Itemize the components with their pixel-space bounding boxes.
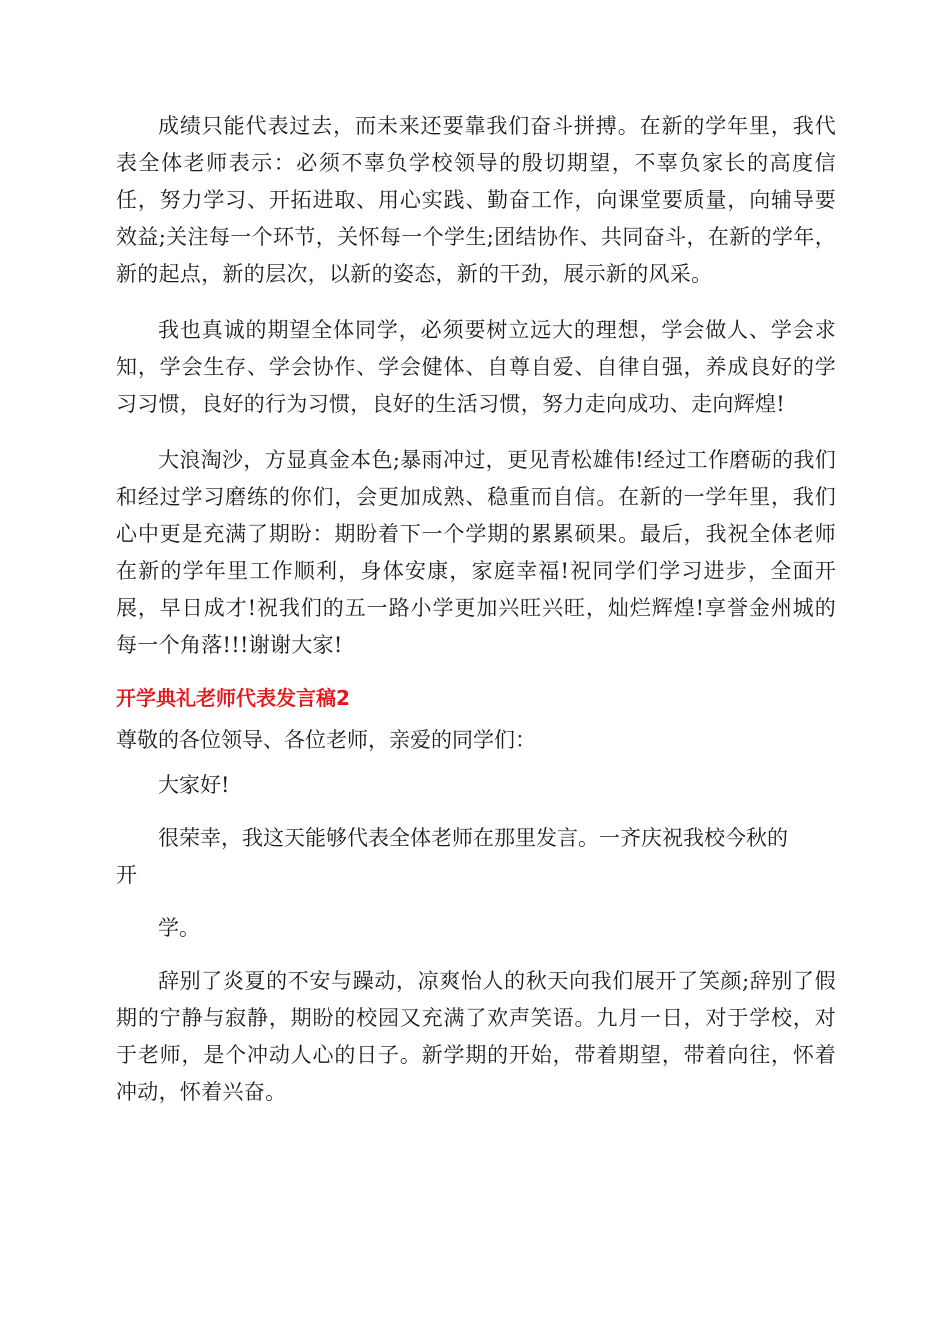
greeting: 大家好! xyxy=(158,773,230,797)
section-heading: 开学典礼老师代表发言稿2 xyxy=(116,686,350,710)
paragraph-autumn: 辞别了炎夏的不安与躁动，凉爽怡人的秋天向我们展开了笑颜;辞别了假期的宁静与寂静，期盼的校园又充满了欢声笑语。九月一日，对于学校，对于老师，是个冲动人心的日子。新学期的开始，带着期望，带着向往，怀着冲动，怀着兴奋。 xyxy=(116,969,836,1104)
paragraph-honored-line2: 开 xyxy=(116,863,137,887)
paragraph-honored-line1: 很荣幸，我这天能够代表全体老师在那里发言。一齐庆祝我校今秋的 xyxy=(158,826,788,850)
document-page xyxy=(116,108,836,1111)
paragraph-hopes-for-students: 我也真诚的期望全体同学，必须要树立远大的理想，学会做人、学会求知，学会生存、学会协作、学会健体、自尊自爱、自律自强，养成良好的学习习惯，良好的行为习惯，良好的生活习惯，努力走向成功、走向辉煌! xyxy=(116,318,836,416)
paragraph-honored-line3: 学。 xyxy=(158,916,200,940)
salutation: 尊敬的各位领导、各位老师，亲爱的同学们： xyxy=(116,728,536,752)
paragraph-achievements: 成绩只能代表过去，而未来还要靠我们奋斗拼搏。在新的学年里，我代表全体老师表示：必须不辜负学校领导的殷切期望，不辜负家长的高度信任，努力学习、开拓进取、用心实践、勤奋工作，向课堂要质量，向辅导要效益;关注每一个环节，关怀每一个学生;团结协作、共同奋斗，在新的学年，新的起点，新的层次，以新的姿态，新的干劲，展示新的风采。 xyxy=(116,114,836,286)
section-2 xyxy=(116,684,836,1111)
paragraph-closing-wishes: 大浪淘沙，方显真金本色;暴雨冲过，更见青松雄伟!经过工作磨砺的我们和经过学习磨练的你们，会更加成熟、稳重而自信。在新的一学年里，我们心中更是充满了期盼：期盼着下一个学期的累累硕果。最后，我祝全体老师在新的学年里工作顺利，身体安康，家庭幸福!祝同学们学习进步，全面开展，早日成才!祝我们的五一路小学更加兴旺兴旺，灿烂辉煌!享誉金州城的每一个角落!!!谢谢大家! xyxy=(116,448,836,657)
